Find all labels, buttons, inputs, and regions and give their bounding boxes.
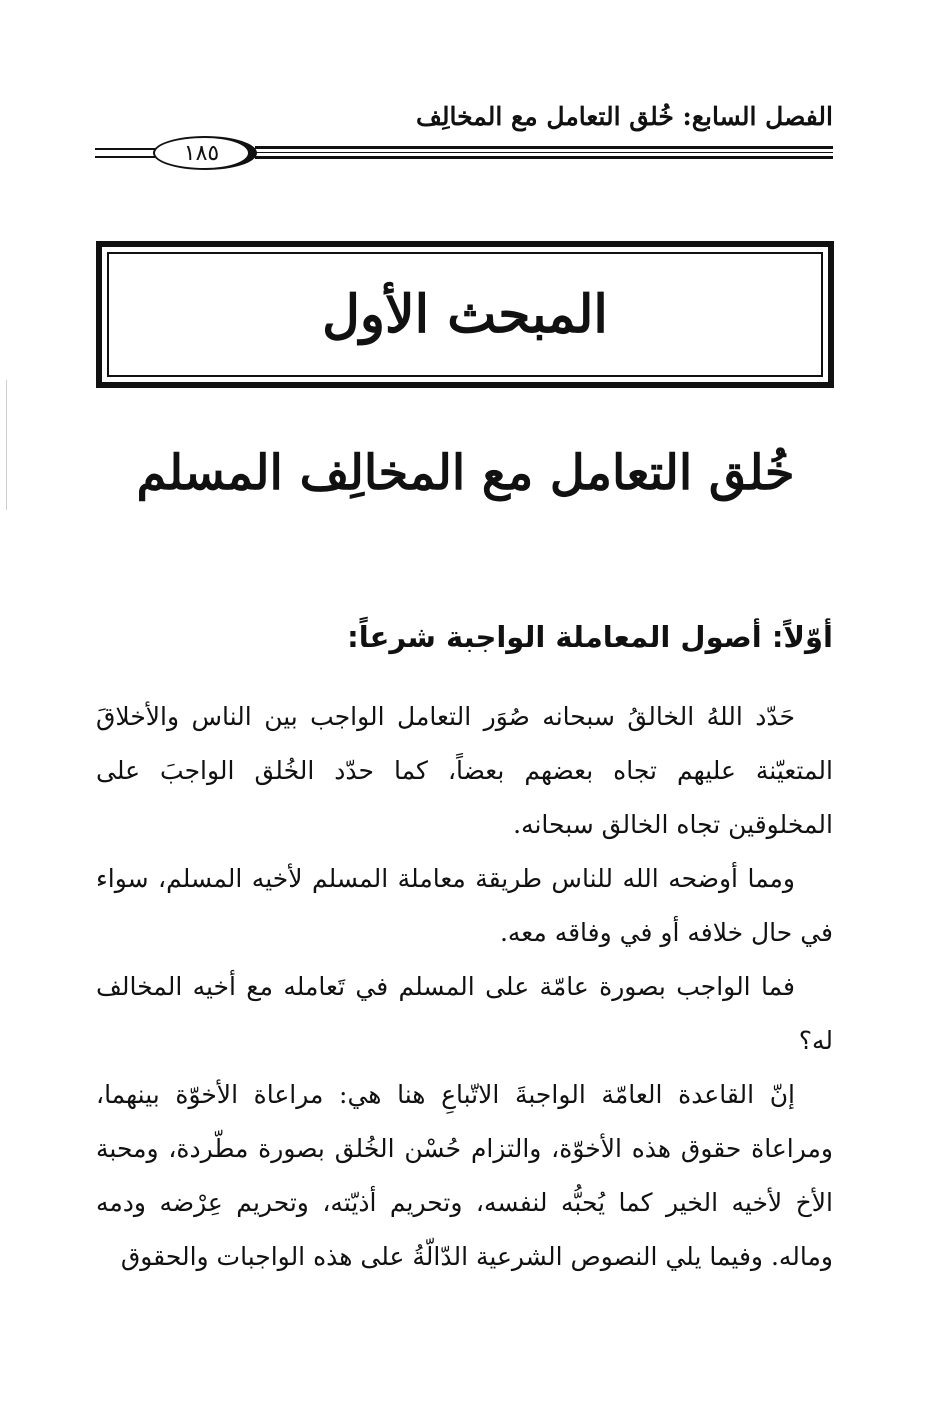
header-rule-left: [95, 148, 155, 158]
chapter-subtitle: خُلق التعامل مع المخالِف المسلم: [136, 445, 795, 501]
paragraph: حَدّد اللهُ الخالقُ سبحانه صُوَر التعامل الواجب بين الناس والأخلاقَ المتعيّنة عليهم تجاه بعضهم بعضاً، كما حدّد الخُلق الواجبَ على المخلوقين تجاه الخالق سبحانه.: [96, 702, 833, 839]
body-text: [96, 690, 833, 1284]
header-rule-right: [255, 146, 833, 159]
section-title-inner-frame: [107, 252, 823, 377]
page-number: ١٨٥: [183, 140, 220, 166]
running-head: الفصل السابع: خُلق التعامل مع المخالِف: [416, 102, 833, 131]
section-title-frame: [96, 241, 834, 388]
paragraph: فما الواجب بصورة عامّة على المسلم في تَعامله مع أخيه المخالف له؟: [96, 972, 833, 1055]
section-heading: أوّلاً: أصول المعاملة الواجبة شرعاً:: [347, 620, 833, 654]
paragraph: إنّ القاعدة العامّة الواجبةَ الاتّباعِ هنا هي: مراعاة الأخوّة بينهما، ومراعاة حقوق هذه الأخوّة، والتزام حُسْن الخُلق بصورة مطّردة، ومحبة الأخ لأخيه الخير كما يُحبُّه لنفسه، وتحريم أذيّته، وتحريم عِرْضه ودمه وماله. وفيما يلي النصوص الشرعية الدّالّةُ على هذه الواجبات والحقوق: [96, 1080, 833, 1271]
page-number-badge: [153, 136, 257, 170]
section-title: المبحث الأول: [322, 284, 608, 345]
paragraph: ومما أوضحه الله للناس طريقة معاملة المسلم لأخيه المسلم، سواء في حال خلافه أو في وفاقه معه.: [96, 864, 833, 947]
scan-margin-mark: [6, 380, 7, 510]
